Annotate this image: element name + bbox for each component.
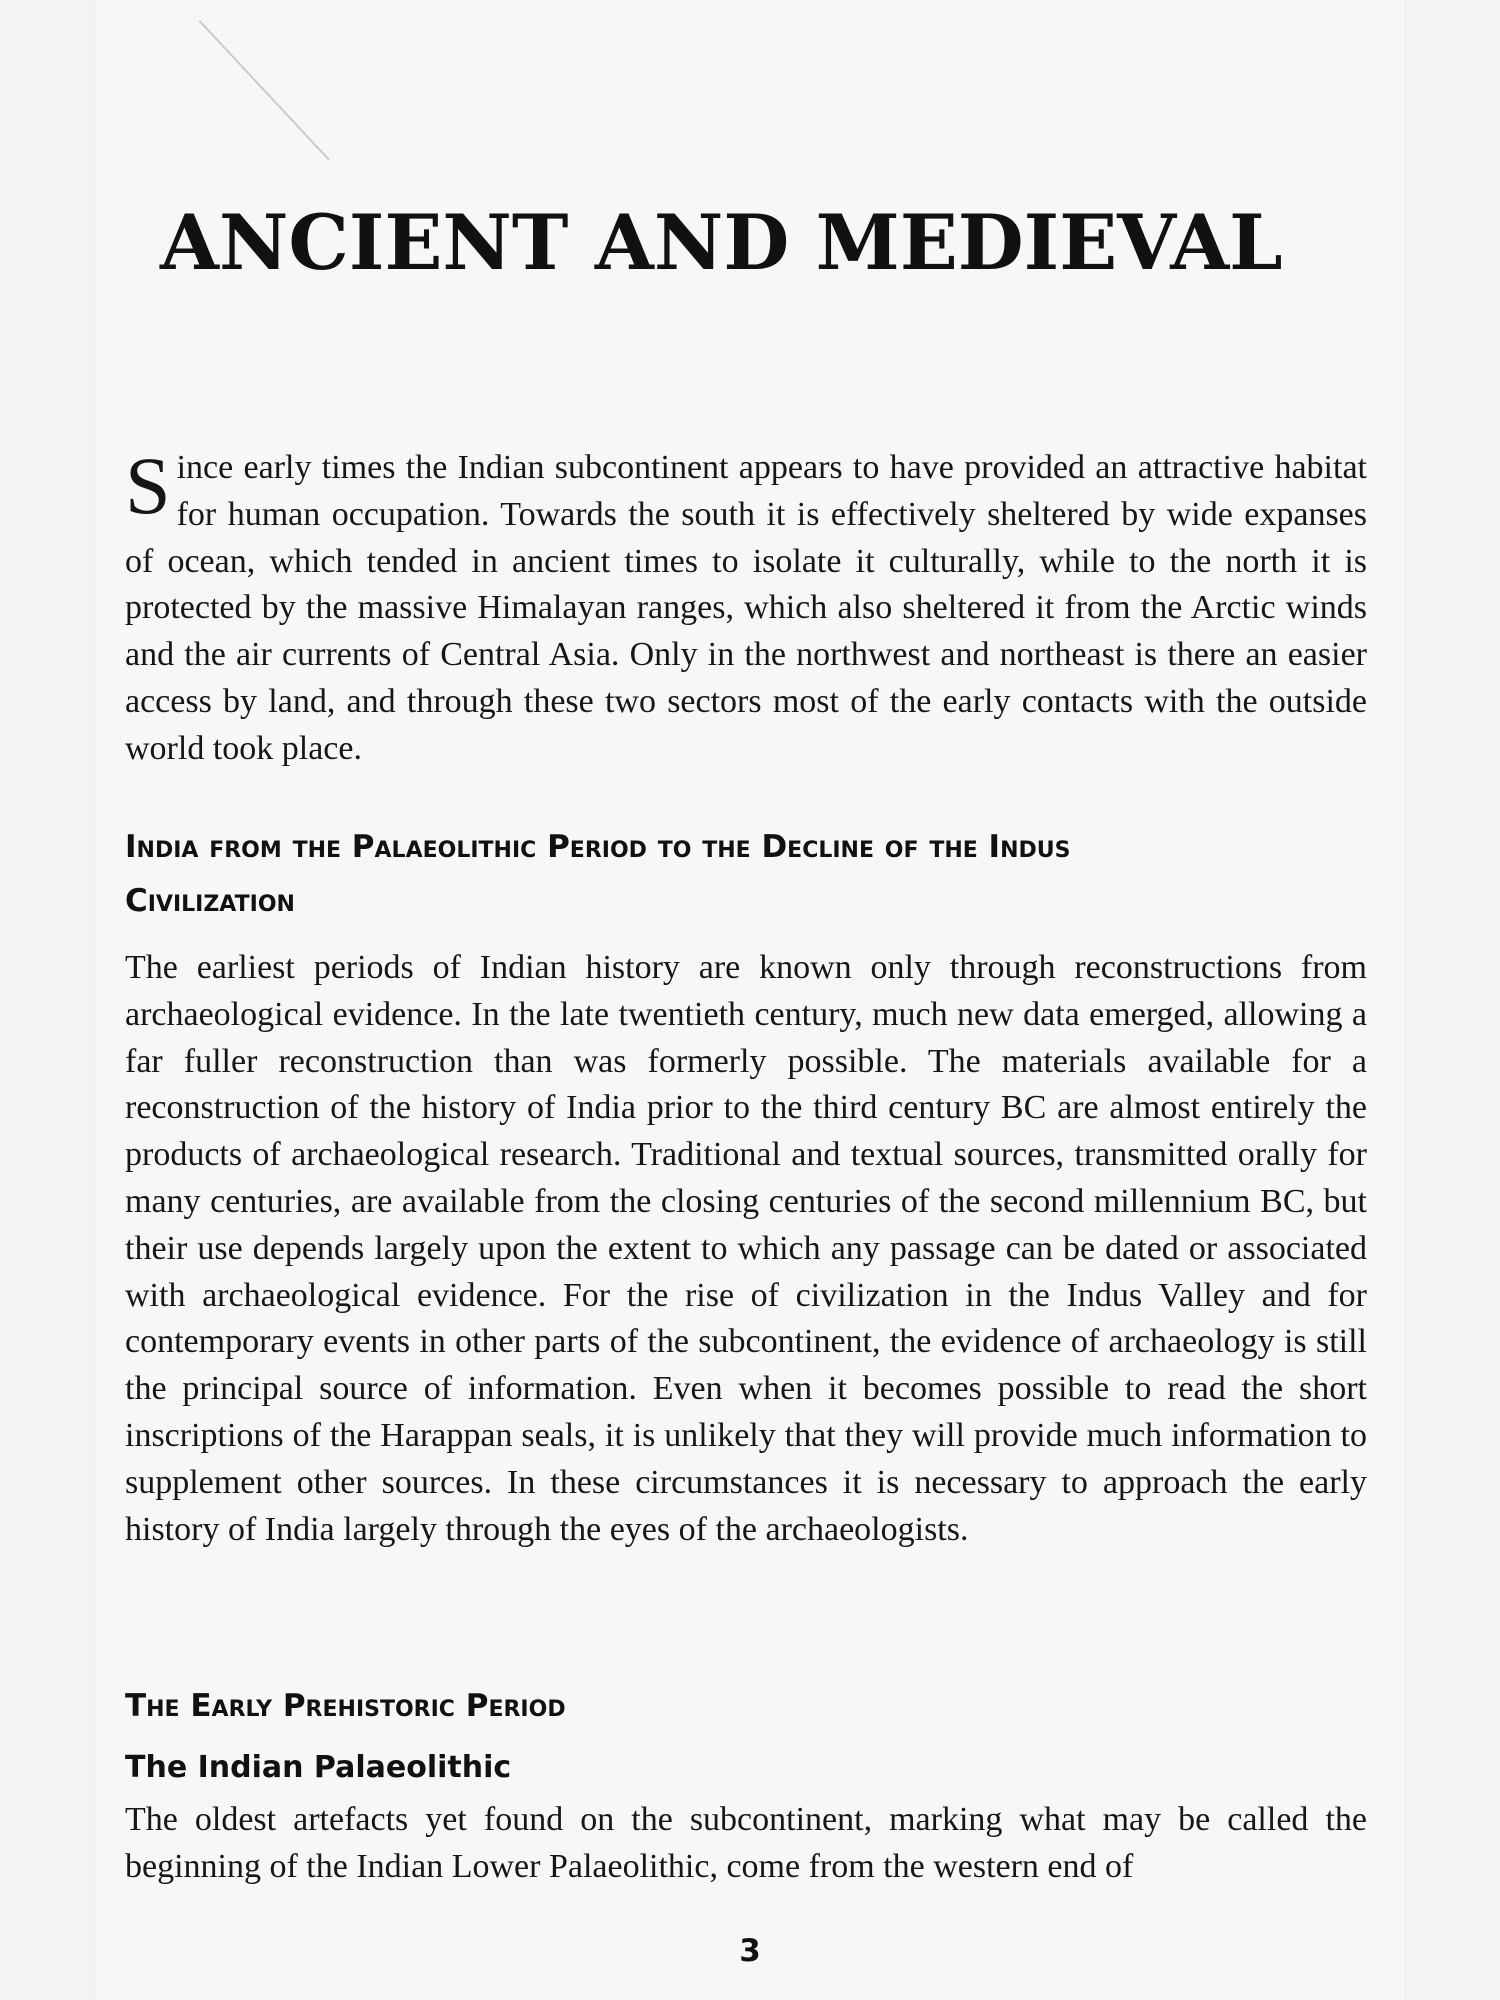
intro-text: ince early times the Indian subcontinent appears to have provided an attractive habitat for human occupation. Towards the south it is effectively sheltered by wide expanses of ocean, which tended in ancient times to isolate it culturally, while to the north it is protected by the massive Himalayan ranges, which also sheltered it from the Arctic winds and the air currents of Central Asia. Only in the northwest and northeast is there an easier access by land, and through these two sectors most of the early contacts with the outside world took place. <box>125 449 1367 767</box>
section-paragraph-archaeology: The earliest periods of Indian history are known only through reconstructions from archaeological evidence. In the late twentieth century, much new data emerged, allowing a far fuller reconstruction than was formerly possible. The materials available for a reconstruction of the history of India prior to the third century BC are almost entirely the products of archaeological research. Traditional and textual sources, transmitted orally for many centuries, are available from the closing centuries of the second millennium BC, but their use depends largely upon the extent to which any passage can be dated or associated with archaeological evidence. For the rise of civilization in the Indus Valley and for contemporary events in other parts of the subcontinent, the evidence of archaeology is still the principal source of information. Even when it becomes possible to read the short inscriptions of the Harappan seals, it is unlikely that they will provide much information to supplement other sources. In these circumstances it is necessary to approach the early history of India largely through the eyes of the archaeologists. <box>125 949 1367 1548</box>
section-heading-palaeolithic-to-indus: India from the Palaeolithic Period to the Decline of the Indus Civilization <box>125 829 1071 919</box>
subsection-heading-indian-palaeolithic: The Indian Palaeolithic <box>125 1750 512 1785</box>
section-heading-early-prehistoric: The Early Prehistoric Period <box>125 1688 566 1724</box>
intro-paragraph <box>125 440 1367 773</box>
drop-cap-letter: S <box>125 440 171 531</box>
section-paragraph-oldest-artefacts: The oldest artefacts yet found on the subcontinent, marking what may be called the beginning of the Indian Lower Palaeolithic, come from the western end of <box>125 1801 1367 1885</box>
page-number: 3 <box>739 1933 761 1969</box>
chapter-title: ANCIENT AND MEDIEVAL <box>160 198 1283 287</box>
